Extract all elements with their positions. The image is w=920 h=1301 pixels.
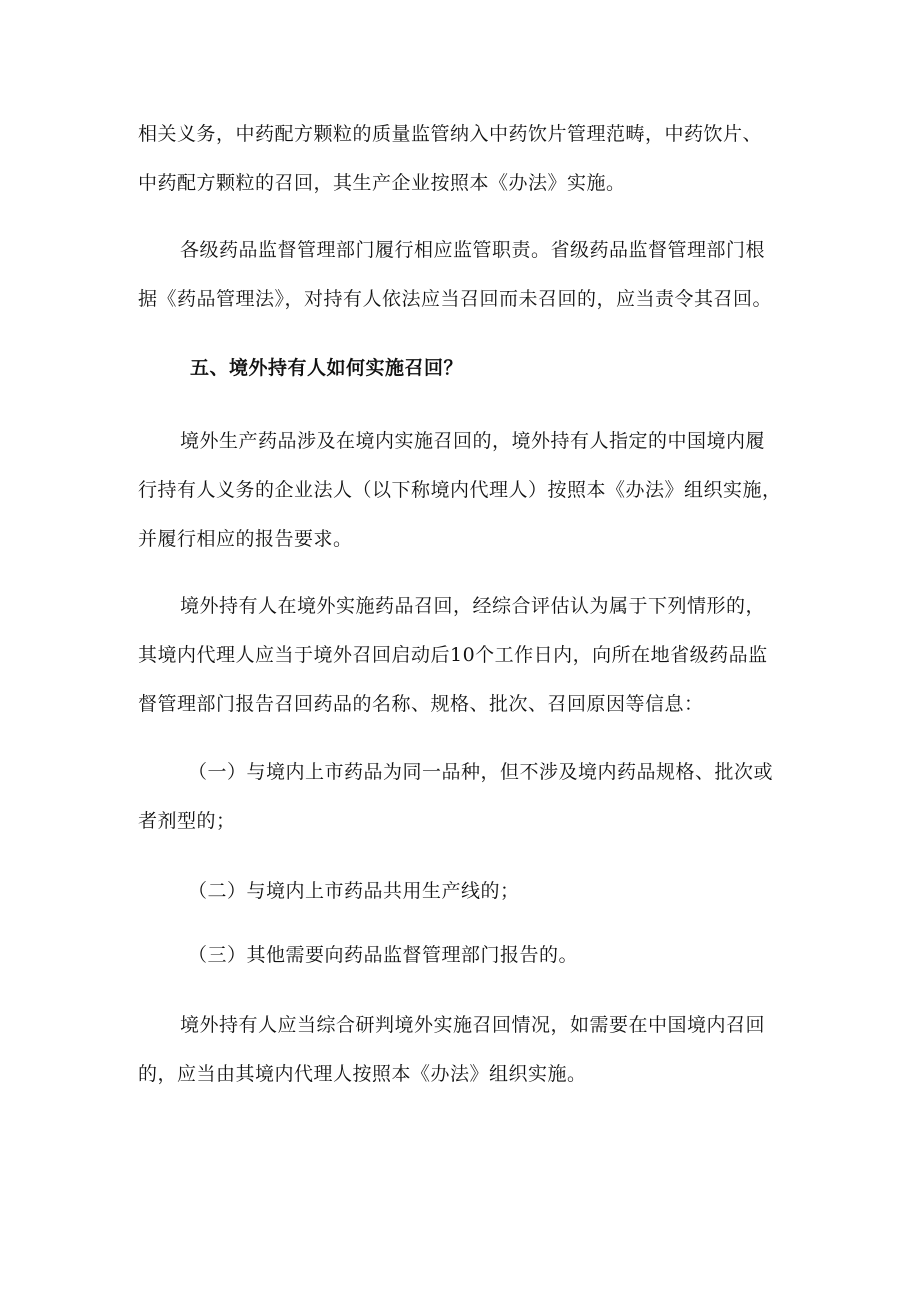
text-line: 相关义务，中药配方颗粒的质量监管纳入中药饮片管理范畴，中药饮片、 (138, 123, 763, 145)
text-line: 的，应当由其境内代理人按照本《办法》组织实施。 (138, 1063, 587, 1085)
paragraph-conclusion (138, 1001, 798, 1099)
text-line: 中药配方颗粒的召回，其生产企业按照本《办法》实施。 (138, 172, 626, 194)
paragraph-continuation (138, 110, 798, 208)
text-line: 督管理部门报告召回药品的名称、规格、批次、召回原因等信息： (138, 693, 704, 715)
list-item-2 (138, 867, 798, 916)
list-item-1 (138, 748, 798, 846)
text-line: 境外持有人应当综合研判境外实施召回情况，如需要在中国境内召回 (180, 1014, 766, 1036)
section-heading: 五、境外持有人如何实施召回？ (190, 357, 464, 379)
text-line: （一）与境内上市药品为同一品种，但不涉及境内药品规格、批次或 (188, 761, 774, 783)
text-line: 各级药品监督管理部门履行相应监管职责。省级药品监督管理部门根 (180, 239, 766, 261)
text-line: 并履行相应的报告要求。 (138, 528, 353, 550)
list-item-3 (138, 931, 798, 980)
text-line: 境外生产药品涉及在境内实施召回的，境外持有人指定的中国境内履 (180, 430, 766, 452)
paragraph-supervision (138, 226, 798, 324)
paragraph-overseas-recall (138, 582, 798, 729)
text-line: 据《药品管理法》，对持有人依法应当召回而未召回的，应当责令其召回。 (138, 288, 773, 310)
text-line: 其境内代理人应当于境外召回启动后10个工作日内，向所在地省级药品监 (138, 644, 768, 666)
paragraph-domestic-agent (138, 417, 798, 564)
text-line: 者剂型的； (138, 810, 236, 832)
text-line: 行持有人义务的企业法人（以下称境内代理人）按照本《办法》组织实施， (138, 479, 782, 501)
text-line: （二）与境内上市药品共用生产线的； (188, 880, 520, 902)
text-line: 境外持有人在境外实施药品召回，经综合评估认为属于下列情形的， (180, 595, 766, 617)
text-line: （三）其他需要向药品监督管理部门报告的。 (188, 944, 579, 966)
